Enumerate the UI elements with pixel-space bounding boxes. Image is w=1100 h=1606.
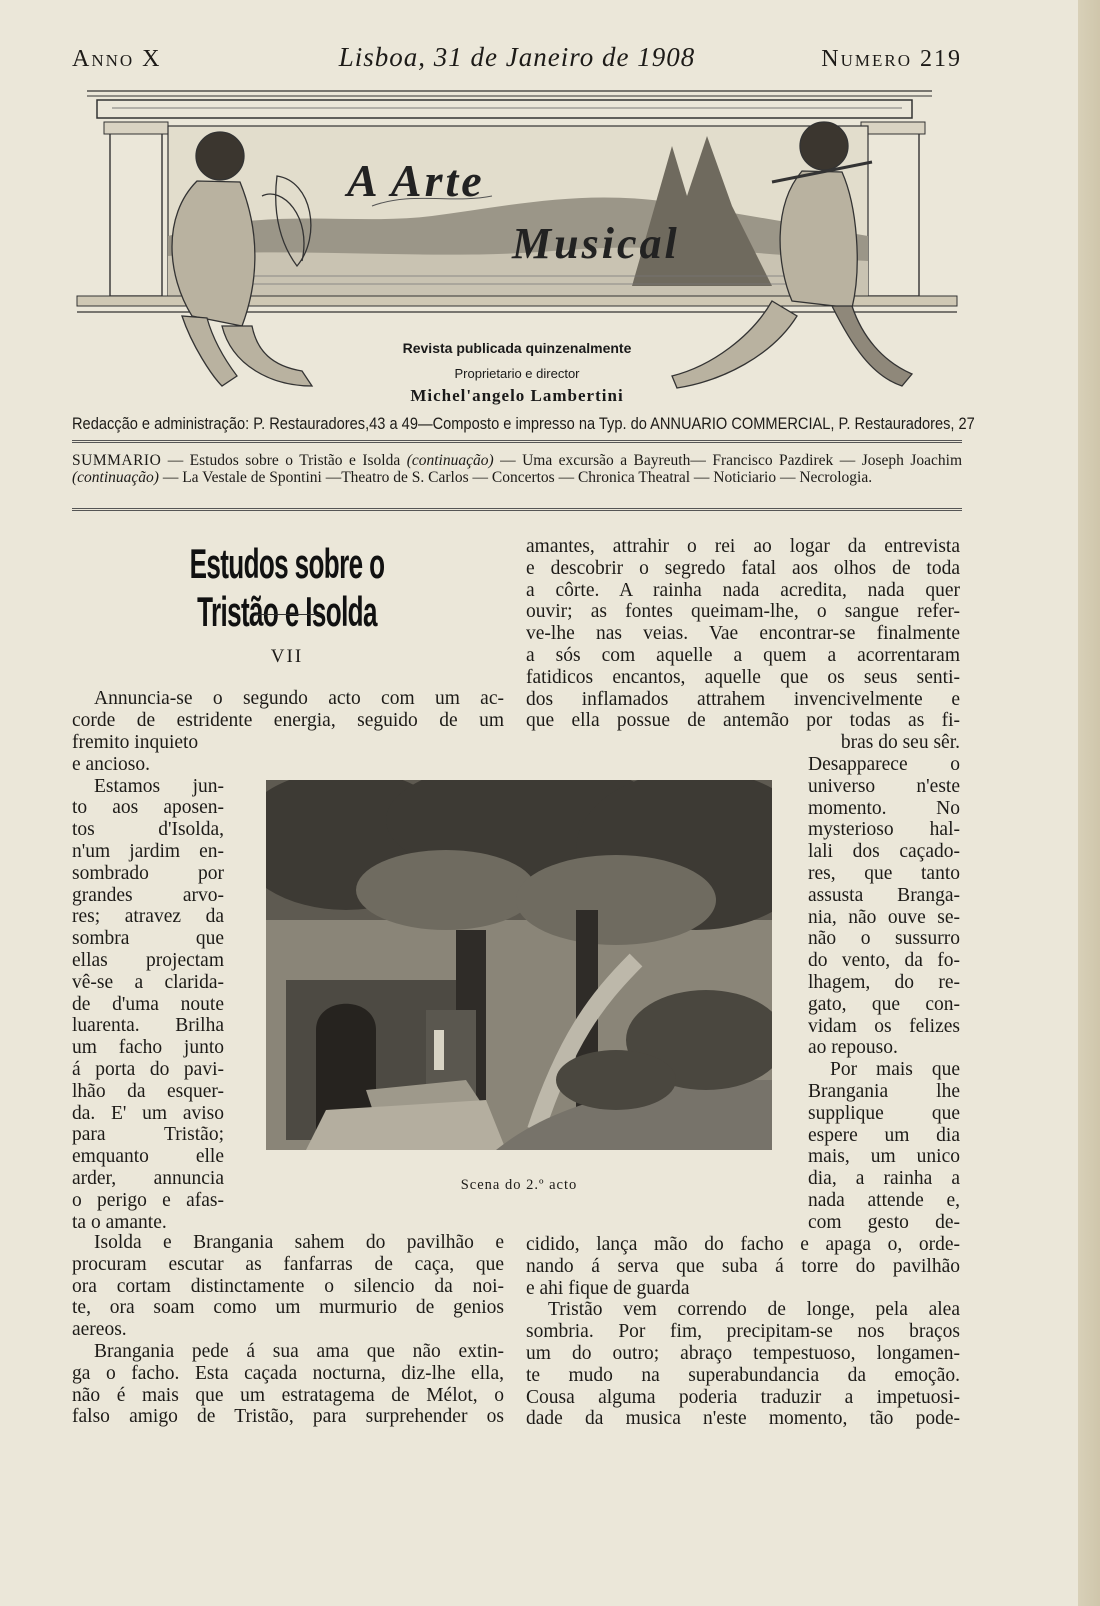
summary-text-3: — La Vestale de Spontini —Theatro de S. Carlos — Concertos — Chronica Theatral — Noticiario — Necrologia. [158, 469, 873, 486]
text-line: a côrte. A rainha nada acredita, nada quer [526, 579, 960, 601]
text-line: ellas projectam [72, 949, 224, 971]
left-column-top [72, 688, 504, 732]
text-line: ga o facho. Esta caçada nocturna, diz-lhe ella, [72, 1362, 504, 1384]
text-line: sombrado por [72, 862, 224, 884]
figure-caption: Scena do 2.º acto [460, 1177, 578, 1193]
text-line: Annuncia-se o segundo acto com um ac- [94, 688, 504, 709]
summary-em-2: (continuação) [72, 469, 159, 486]
text-line: da. E' um aviso [72, 1102, 224, 1124]
issue-date: Lisboa, 31 de Janeiro de 1908 [338, 42, 696, 72]
text-line: procuram escutar as fanfarras de caça, que [72, 1253, 504, 1275]
right-column-bottom [526, 1234, 960, 1430]
text-line: Desapparece o [808, 754, 960, 775]
text-line: sombria. Por fim, precipitam-se nos braços [526, 1321, 960, 1343]
masthead-subtitle: Revista publicada quinzenalmente [402, 340, 632, 356]
summary-text-2: — Uma excursão a Bayreuth— Francisco Pazdirek — Joseph Joachim [493, 452, 962, 469]
text-line: fatidicos encantos, aquelle que os seus senti- [526, 666, 960, 688]
text-line: um do outro; abraço tempestuoso, longamen- [526, 1342, 960, 1364]
text-line: cidido, lança mão do facho e apaga o, orde- [526, 1234, 960, 1255]
text-line: res; atravez da [72, 906, 224, 928]
issue-number: Numero 219 [821, 46, 962, 72]
scene-illustration [266, 780, 772, 1150]
text-line: lhagem, do re- [808, 971, 960, 993]
text-line: vê-se a clarida- [72, 971, 224, 993]
text-line: falso amigo de Tristão, para surprehender os [72, 1406, 504, 1428]
text-line: mais, um unico [808, 1146, 960, 1168]
text-line: Isolda e Brangania sahem do pavilhão e [94, 1232, 504, 1253]
text-line: aereos. [72, 1319, 127, 1341]
text-line: momento. No [808, 797, 960, 819]
left-column-wrap [72, 732, 224, 1233]
right-column-top [526, 536, 960, 754]
page-edge [1078, 0, 1100, 1606]
text-line: ouvir; as fontes queimam-lhe, o sangue refer- [526, 601, 960, 623]
text-line: de d'uma noute [72, 993, 224, 1015]
text-line: luarenta. Brilha [72, 1015, 224, 1037]
text-line: mysterioso hal- [808, 819, 960, 841]
publisher-address: Redacção e administração: P. Restauradores,43 a 49—Composto e impresso na Typ. do ANNUARIO COMMERCIAL, P. Restauradores, 27 [72, 414, 975, 433]
text-line: ao repouso. [808, 1037, 898, 1059]
text-line: dia, a rainha a [808, 1168, 960, 1190]
masthead-role: Proprietario e director [454, 366, 580, 381]
text-line: emquanto elle [72, 1146, 224, 1168]
masthead-director: Michel'angelo Lambertini [410, 386, 624, 405]
masthead-title-line-1: A Arte [347, 155, 485, 206]
text-line: lhão da esquer- [72, 1080, 224, 1102]
section-number: VII [270, 646, 304, 667]
text-line: Brangania pede á sua ama que não extin- [94, 1340, 504, 1362]
text-line: e ahi fique de guarda [526, 1277, 690, 1299]
text-line: supplique que [808, 1102, 960, 1124]
summary-text-1: — Estudos sobre o Tristão e Isolda [161, 452, 407, 469]
text-line: nando á serva que suba á torre do pavilhão [526, 1255, 960, 1277]
text-line: para Tristão; [72, 1124, 224, 1146]
text-line: corde de estridente energia, seguido de um [72, 709, 504, 731]
text-line: tos d'Isolda, [72, 819, 224, 841]
masthead [72, 86, 962, 406]
text-line: te mudo na superabundancia da emoção. [526, 1364, 960, 1386]
article-title: Estudos sobre o Tristão e Isolda [189, 540, 385, 635]
text-line: res, que tanto [808, 862, 960, 884]
text-line: e ancioso. [72, 753, 150, 775]
summary [72, 452, 962, 486]
text-line: com gesto de- [808, 1211, 960, 1233]
right-column-wrap [808, 754, 960, 1234]
title-divider [256, 614, 320, 615]
text-line: Tristão vem correndo de longe, pela alea [548, 1299, 960, 1321]
text-line: á porta do pavi- [72, 1058, 224, 1080]
text-line: te, ora soam como um murmurio de genios [72, 1297, 504, 1319]
text-line: a sós com aquelle a quem a acorrentaram [526, 644, 960, 666]
text-line: sombra que [72, 928, 224, 950]
text-line: espere um dia [808, 1124, 960, 1146]
text-line: amantes, attrahir o rei ao logar da entrevista [526, 536, 960, 557]
text-line: ora cortam distinctamente o silencio da noi- [72, 1275, 504, 1297]
text-line: fremito inquieto [72, 732, 199, 753]
text-line: arder, annuncia [72, 1167, 224, 1189]
text-line: ta o amante. [72, 1211, 167, 1233]
left-column-bottom [72, 1232, 504, 1428]
text-line: ve-lhe nas veias. Vae encontrar-se finalmente [526, 623, 960, 645]
text-line: Cousa alguma poderia traduzir a impetuosi- [526, 1386, 960, 1408]
text-line: do vento, da fo- [808, 950, 960, 972]
text-line: universo n'este [808, 775, 960, 797]
text-line: nia, não ouve se- [808, 906, 960, 928]
text-line: lali dos caçado- [808, 841, 960, 863]
volume-label: Anno X [72, 46, 162, 72]
text-line: Brangania lhe [808, 1080, 960, 1102]
summary-label: SUMMARIO [72, 452, 162, 469]
text-line: grandes arvo- [72, 884, 224, 906]
text-line: não o sussurro [808, 928, 960, 950]
text-line: Estamos jun- [94, 775, 224, 797]
text-line: Por mais que [830, 1059, 960, 1081]
text-line: que ella possue de antemão por todas as fi- [526, 710, 960, 732]
text-line: nada attende e, [808, 1189, 960, 1211]
text-line: um facho junto [72, 1037, 224, 1059]
text-line: n'um jardim en- [72, 840, 224, 862]
text-line: dos inflamados attrahem invencivelmente e [526, 688, 960, 710]
summary-em-1: (continuação) [406, 452, 494, 469]
summary-top-rule [72, 440, 962, 443]
text-line: não é mais que um estratagema de Mélot, o [72, 1384, 504, 1406]
running-head [72, 38, 962, 78]
text-line: dade da musica n'este momento, tão pode- [526, 1408, 960, 1430]
text-line: gato, que con- [808, 993, 960, 1015]
text-line: vidam os felizes [808, 1015, 960, 1037]
text-line: o perigo e afas- [72, 1189, 224, 1211]
text-line: assusta Branga- [808, 884, 960, 906]
text-line: to aos aposen- [72, 797, 224, 819]
masthead-title-line-2: Musical [512, 219, 680, 268]
text-line: bras do seu sêr. [840, 732, 960, 754]
text-line: e descobrir o segredo fatal aos olhos de toda [526, 557, 960, 579]
summary-bottom-rule [72, 508, 962, 511]
